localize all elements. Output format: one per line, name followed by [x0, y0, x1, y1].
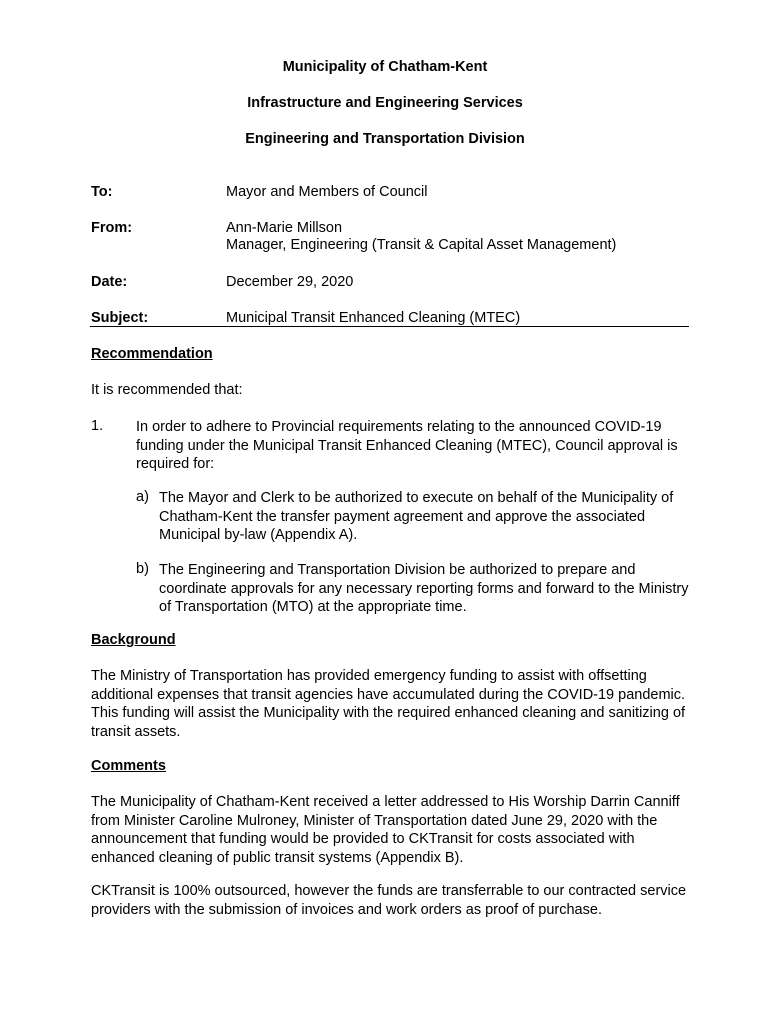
background-text: The Ministry of Transportation has provided emergency funding to assist with offsetting additional expenses that transit agencies have accumulated during the COVID-19 pandemic. This funding will assist the Municipality with the required enhanced cleaning and sanitizing of transit assets.	[91, 668, 686, 740]
sub-b-marker: b)	[136, 561, 149, 577]
subject-divider	[90, 326, 689, 327]
sub-a-marker: a)	[136, 489, 149, 505]
comments-paragraph-2: CKTransit is 100% outsourced, however the funds are transferrable to our contracted service providers with the submission of invoices and work orders as proof of purchase.	[91, 883, 687, 918]
sub-a-text: The Mayor and Clerk to be authorized to execute on behalf of the Municipality of Chatham-Kent the transfer payment agreement and approve the associated Municipal by-law (Appendix A).	[159, 490, 674, 543]
municipality-title: Municipality of Chatham-Kent	[282, 59, 488, 75]
division-title: Engineering and Transportation Division	[245, 131, 525, 147]
comments-heading: Comments	[91, 758, 166, 774]
to-label: To:	[91, 184, 113, 200]
recommendation-heading: Recommendation	[91, 346, 213, 362]
comments-paragraph-1: The Municipality of Chatham-Kent received a letter addressed to His Worship Darrin Canniff from Minister Caroline Mulroney, Minister of Transportation dated June 29, 2020 with the announcement that funding would be provided to CKTransit for costs associated with enhanced cleaning of public transit systems (Appendix B).	[91, 794, 680, 866]
item-text: In order to adhere to Provincial requirements relating to the announced COVID-19 funding under the Municipal Transit Enhanced Cleaning (MTEC), Council approval is required for:	[136, 419, 678, 472]
subject-value: Municipal Transit Enhanced Cleaning (MTEC)	[226, 310, 521, 326]
from-label: From:	[91, 220, 133, 236]
to-value: Mayor and Members of Council	[226, 184, 428, 200]
department-title: Infrastructure and Engineering Services	[247, 95, 523, 111]
from-title: Manager, Engineering (Transit & Capital Asset Management)	[226, 237, 617, 253]
sub-b-text: The Engineering and Transportation Division be authorized to prepare and coordinate approvals for any necessary reporting forms and forward to the Ministry of Transportation (MTO) at the appropriate time.	[159, 562, 689, 615]
from-name: Ann-Marie Millson	[226, 220, 343, 236]
recommendation-intro: It is recommended that:	[91, 382, 243, 398]
item-number: 1.	[91, 418, 104, 434]
date-value: December 29, 2020	[226, 274, 354, 290]
date-label: Date:	[91, 274, 128, 290]
background-heading: Background	[91, 632, 176, 648]
subject-label: Subject:	[91, 310, 149, 326]
